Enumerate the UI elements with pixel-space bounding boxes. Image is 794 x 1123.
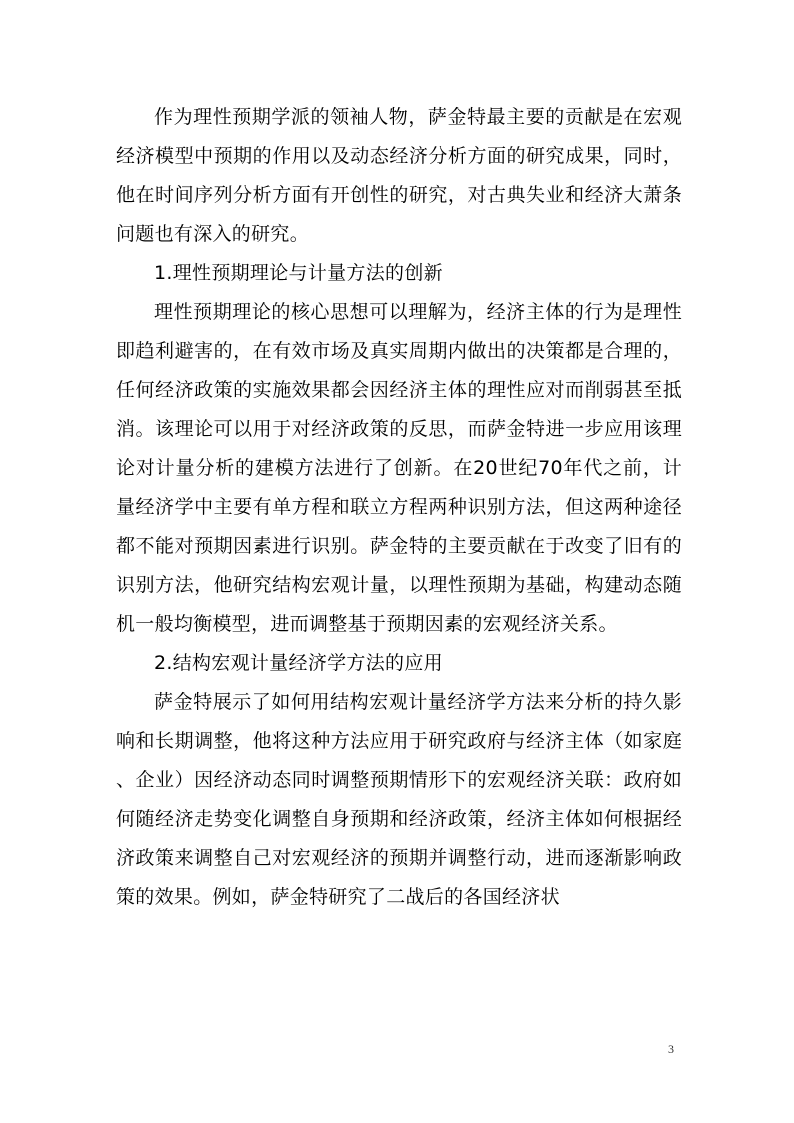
section-heading-1: 1.理性预期理论与计量方法的创新 [154, 262, 443, 284]
page-number: 3 [668, 1042, 674, 1056]
intro-paragraph: 作为理性预期学派的领袖人物，萨金特最主要的贡献是在宏观经济模型中预期的作用以及动态经济分析方面的研究成果，同时，他在时间序列分析方面有开创性的研究，对古典失业和经济大萧条问题也有深入的研究。 [116, 106, 682, 245]
section-1-paragraph: 理性预期理论的核心思想可以理解为，经济主体的行为是理性即趋利避害的，在有效市场及真实周期内做出的决策都是合理的，任何经济政策的实施效果都会因经济主体的理性应对而削弱甚至抵消。该理论可以用于对经济政策的反思，而萨金特进一步应用该理论对计量分析的建模方法进行了创新。在20世纪70年代之前，计量经济学中主要有单方程和联立方程两种识别方法，但这两种途径都不能对预期因素进行识别。萨金特的主要贡献在于改变了旧有的识别方法，他研究结构宏观计量，以理性预期为基础，构建动态随机一般均衡模型，进而调整基于预期因素的宏观经济关系。 [116, 301, 682, 635]
section-heading-2: 2.结构宏观计量经济学方法的应用 [154, 652, 443, 674]
document-body [116, 98, 682, 917]
section-2-paragraph: 萨金特展示了如何用结构宏观计量经济学方法来分析的持久影响和长期调整，他将这种方法应用于研究政府与经济主体（如家庭、企业）因经济动态同时调整预期情形下的宏观经济关联：政府如何随经济走势变化调整自身预期和经济政策，经济主体如何根据经济政策来调整自己对宏观经济的预期并调整行动，进而逐渐影响政策的效果。例如，萨金特研究了二战后的各国经济状 [116, 691, 682, 908]
